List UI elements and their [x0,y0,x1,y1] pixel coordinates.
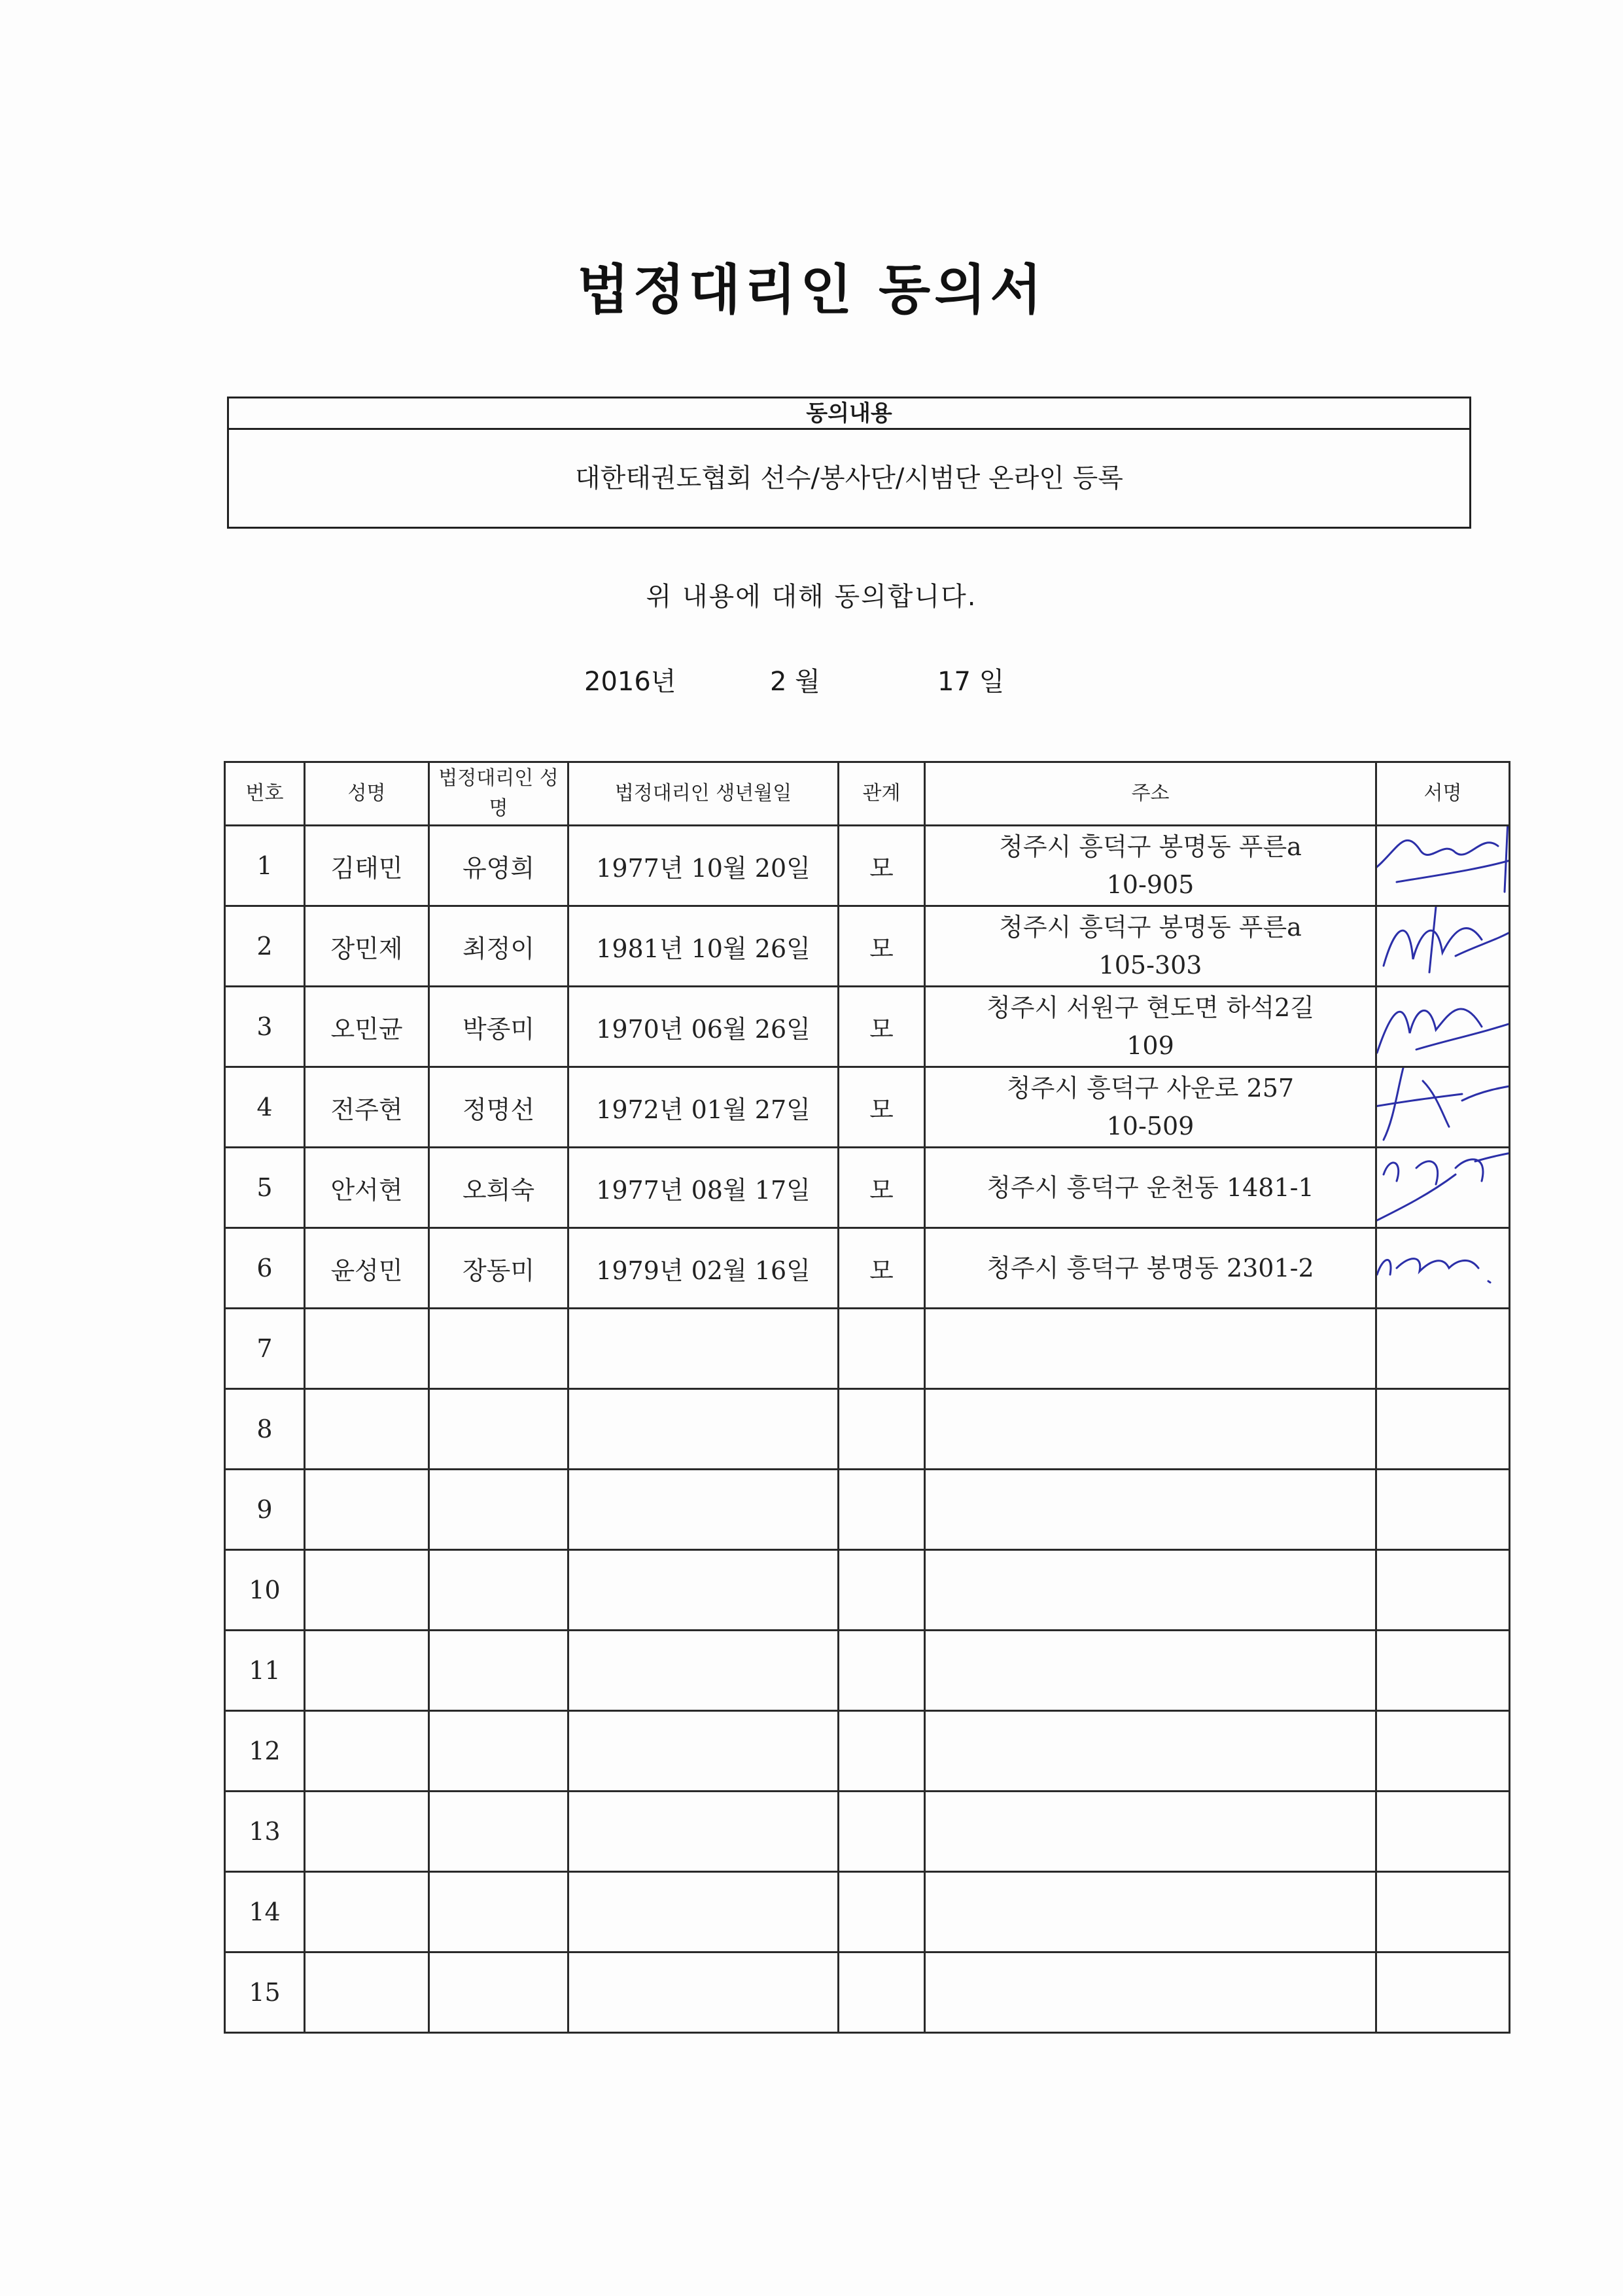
row-guardian-name: 오희숙 [429,1148,568,1228]
row-guardian-name: 정명선 [429,1067,568,1148]
row-relation [839,1952,925,2033]
table-row [225,987,1510,1067]
row-relation [839,1711,925,1792]
header-address: 주소 [925,762,1376,826]
row-guardian-birth: 1972년 01월 27일 [568,1067,839,1148]
row-number: 10 [225,1550,305,1631]
table-header-row [225,762,1510,826]
row-guardian-name [429,1550,568,1631]
table-row [225,1550,1510,1631]
table-row [225,1470,1510,1550]
row-address-line: 청주시 흥덕구 봉명동 푸른a [999,913,1302,942]
row-signature [1376,1067,1510,1148]
row-relation [839,1792,925,1872]
agreement-statement: 위 내용에 대해 동의합니다. [646,582,977,612]
table-row [225,1792,1510,1872]
row-relation: 모 [839,826,925,906]
row-guardian-name [429,1631,568,1711]
date-month: 2 월 [770,667,820,697]
row-guardian-birth [568,1309,839,1389]
row-signature [1376,987,1510,1067]
handwritten-signature [1376,906,1510,987]
content-box-body: 대한태권도협회 선수/봉사단/시범단 온라인 등록 [575,463,1123,493]
signature-stroke [1377,1259,1490,1282]
row-guardian-name: 박종미 [429,987,568,1067]
table-row [225,1309,1510,1389]
row-guardian-name [429,1792,568,1872]
row-guardian-birth: 1979년 02월 16일 [568,1228,839,1309]
row-address-line: 청주시 흥덕구 봉명동 푸른a [999,832,1302,861]
row-address-line: 10-905 [1106,870,1195,899]
content-box-header-label: 동의내용 [806,400,892,430]
row-address [925,1228,1376,1309]
row-signature [1376,1711,1510,1792]
row-address-line: 청주시 서원구 현도면 하석2길 [986,993,1314,1022]
row-guardian-name [429,1952,568,2033]
row-name [305,1550,429,1631]
row-relation [839,1631,925,1711]
row-signature [1376,1470,1510,1550]
row-signature [1376,906,1510,987]
row-signature [1376,1952,1510,2033]
row-address-line: 105-303 [1098,951,1202,980]
row-guardian-name: 최정이 [429,906,568,987]
row-number: 5 [225,1148,305,1228]
row-address [925,1550,1376,1631]
row-address [925,1309,1376,1389]
consent-content-box [227,397,1471,529]
row-address [925,987,1376,1067]
row-name: 전주현 [305,1067,429,1148]
handwritten-signature [1376,987,1510,1067]
row-address [925,826,1376,906]
row-name: 장민제 [305,906,429,987]
row-guardian-birth [568,1792,839,1872]
header-number: 번호 [225,762,305,826]
row-name [305,1470,429,1550]
row-guardian-birth [568,1952,839,2033]
row-guardian-birth [568,1872,839,1952]
row-signature [1376,1389,1510,1470]
row-address-line: 10-509 [1106,1112,1195,1140]
header-relation: 관계 [839,762,925,826]
row-name [305,1952,429,2033]
handwritten-signature [1376,1148,1510,1228]
row-signature [1376,1872,1510,1952]
row-address [925,906,1376,987]
row-number: 9 [225,1470,305,1550]
row-number: 7 [225,1309,305,1389]
row-number: 12 [225,1711,305,1792]
row-address [925,1711,1376,1792]
row-signature [1376,1148,1510,1228]
table-row [225,1389,1510,1470]
row-relation: 모 [839,1148,925,1228]
signature-stroke [1377,1148,1510,1221]
row-address [925,1952,1376,2033]
row-relation [839,1550,925,1631]
row-guardian-birth [568,1550,839,1631]
row-guardian-birth [568,1631,839,1711]
row-relation: 모 [839,906,925,987]
handwritten-signature [1376,826,1510,906]
row-guardian-name [429,1389,568,1470]
row-address-line: 청주시 흥덕구 사운로 257 [1006,1074,1295,1103]
table-row [225,1631,1510,1711]
row-address-line: 청주시 흥덕구 봉명동 2301-2 [986,1254,1314,1282]
row-relation [839,1872,925,1952]
row-address [925,1389,1376,1470]
row-guardian-birth: 1970년 06월 26일 [568,987,839,1067]
table-row [225,1711,1510,1792]
row-guardian-name: 유영희 [429,826,568,906]
row-name [305,1309,429,1389]
header-guardian-name: 법정대리인 성명 [429,762,568,826]
row-number: 2 [225,906,305,987]
row-address [925,1067,1376,1148]
row-guardian-name [429,1711,568,1792]
row-signature [1376,1792,1510,1872]
row-address [925,1470,1376,1550]
row-number: 14 [225,1872,305,1952]
row-address-line: 109 [1126,1031,1174,1060]
row-number: 15 [225,1952,305,2033]
row-relation: 모 [839,1067,925,1148]
row-signature [1376,826,1510,906]
row-name: 김태민 [305,826,429,906]
handwritten-signature [1376,1067,1510,1148]
header-guardian-birth: 법정대리인 생년월일 [568,762,839,826]
row-guardian-name [429,1309,568,1389]
row-name: 윤성민 [305,1228,429,1309]
row-signature [1376,1309,1510,1389]
row-guardian-name [429,1872,568,1952]
signature-stroke [1384,907,1510,972]
row-number: 8 [225,1389,305,1470]
signature-stroke [1376,1068,1510,1140]
row-guardian-birth: 1981년 10월 26일 [568,906,839,987]
row-guardian-birth: 1977년 10월 20일 [568,826,839,906]
row-signature [1376,1550,1510,1631]
content-box-header [229,398,1469,430]
row-guardian-birth: 1977년 08월 17일 [568,1148,839,1228]
page-title: 법정대리인 동의서 [577,259,1046,321]
table-row [225,906,1510,987]
table-row [225,826,1510,906]
header-name: 성명 [305,762,429,826]
row-name [305,1792,429,1872]
row-name [305,1872,429,1952]
row-number: 4 [225,1067,305,1148]
row-signature [1376,1631,1510,1711]
row-name [305,1631,429,1711]
date-day: 17 일 [937,667,1005,697]
row-address [925,1792,1376,1872]
row-number: 13 [225,1792,305,1872]
row-relation: 모 [839,987,925,1067]
guardian-consent-table [224,761,1510,2034]
row-relation [839,1389,925,1470]
header-signature: 서명 [1376,762,1510,826]
table-row [225,1872,1510,1952]
row-guardian-birth [568,1711,839,1792]
row-number: 3 [225,987,305,1067]
row-guardian-name [429,1470,568,1550]
signature-stroke [1377,1009,1510,1053]
row-name [305,1711,429,1792]
row-relation [839,1309,925,1389]
date-year: 2016년 [584,667,676,697]
signature-stroke [1376,826,1510,892]
row-address [925,1148,1376,1228]
row-guardian-birth [568,1470,839,1550]
handwritten-signature [1376,1228,1510,1309]
row-address [925,1631,1376,1711]
row-number: 6 [225,1228,305,1309]
table-row [225,1228,1510,1309]
row-signature [1376,1228,1510,1309]
row-name: 오민균 [305,987,429,1067]
row-guardian-birth [568,1389,839,1470]
row-relation: 모 [839,1228,925,1309]
table-row [225,1148,1510,1228]
row-name [305,1389,429,1470]
row-number: 11 [225,1631,305,1711]
row-address [925,1872,1376,1952]
table-row [225,1067,1510,1148]
row-name: 안서현 [305,1148,429,1228]
row-number: 1 [225,826,305,906]
row-relation [839,1470,925,1550]
table-row [225,1952,1510,2033]
row-address-line: 청주시 흥덕구 운천동 1481-1 [986,1173,1314,1202]
row-guardian-name: 장동미 [429,1228,568,1309]
